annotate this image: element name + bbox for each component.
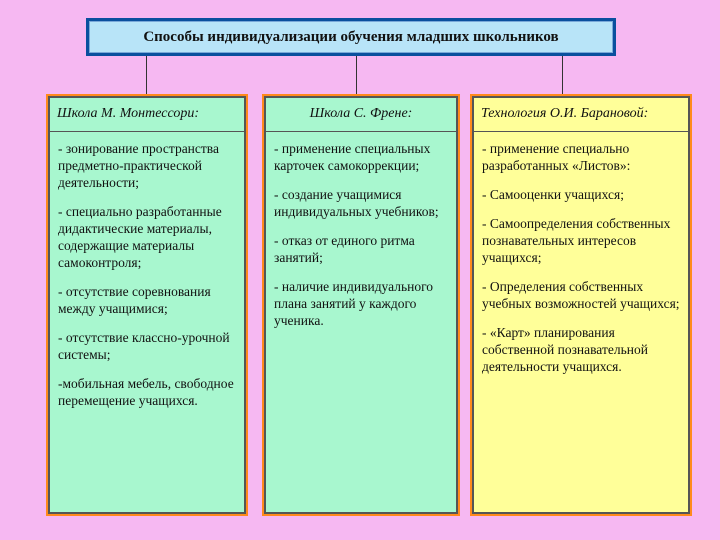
diagram-title: Способы индивидуализации обучения младших школьников: [86, 18, 616, 56]
list-item: - Определения собственных учебных возможностей учащихся;: [482, 279, 680, 311]
list-item: - применение специально разработанных «Листов»:: [482, 141, 631, 173]
list-item: - специально разработанные дидактические материалы, содержащие материалы самоконтроля;: [58, 204, 222, 270]
list-item: - Самооценки учащихся;: [482, 187, 624, 202]
column-heading: Школа М. Монтессори:: [49, 97, 245, 132]
list-item: - применение специальных карточек самокоррекции;: [274, 141, 431, 173]
column-frene: [262, 94, 460, 516]
column-montessori: [46, 94, 248, 516]
connector-right: [562, 56, 563, 94]
column-baranova: [470, 94, 692, 516]
connector-left: [146, 56, 147, 94]
list-item: - Самоопределения собственных познавательных интересов учащихся;: [482, 216, 671, 265]
column-heading: Технология О.И. Барановой:: [473, 97, 689, 132]
list-item: - «Карт» планирования собственной познавательной деятельности учащихся.: [482, 325, 648, 374]
connector-middle: [356, 56, 357, 94]
column-heading: Школа С. Френе:: [265, 97, 457, 132]
list-item: - отсутствие классно-урочной системы;: [58, 330, 230, 362]
list-item: - наличие индивидуального плана занятий у каждого ученика.: [274, 279, 434, 328]
list-item: - отсутствие соревнования между учащимися;: [58, 284, 211, 316]
list-item: - отказ от единого ритма занятий;: [274, 233, 415, 265]
list-item: - создание учащимися индивидуальных учебников;: [274, 187, 439, 219]
list-item: - зонирование пространства предметно-практической деятельности;: [58, 141, 219, 190]
list-item: -мобильная мебель, свободное перемещение учащихся.: [58, 376, 234, 408]
